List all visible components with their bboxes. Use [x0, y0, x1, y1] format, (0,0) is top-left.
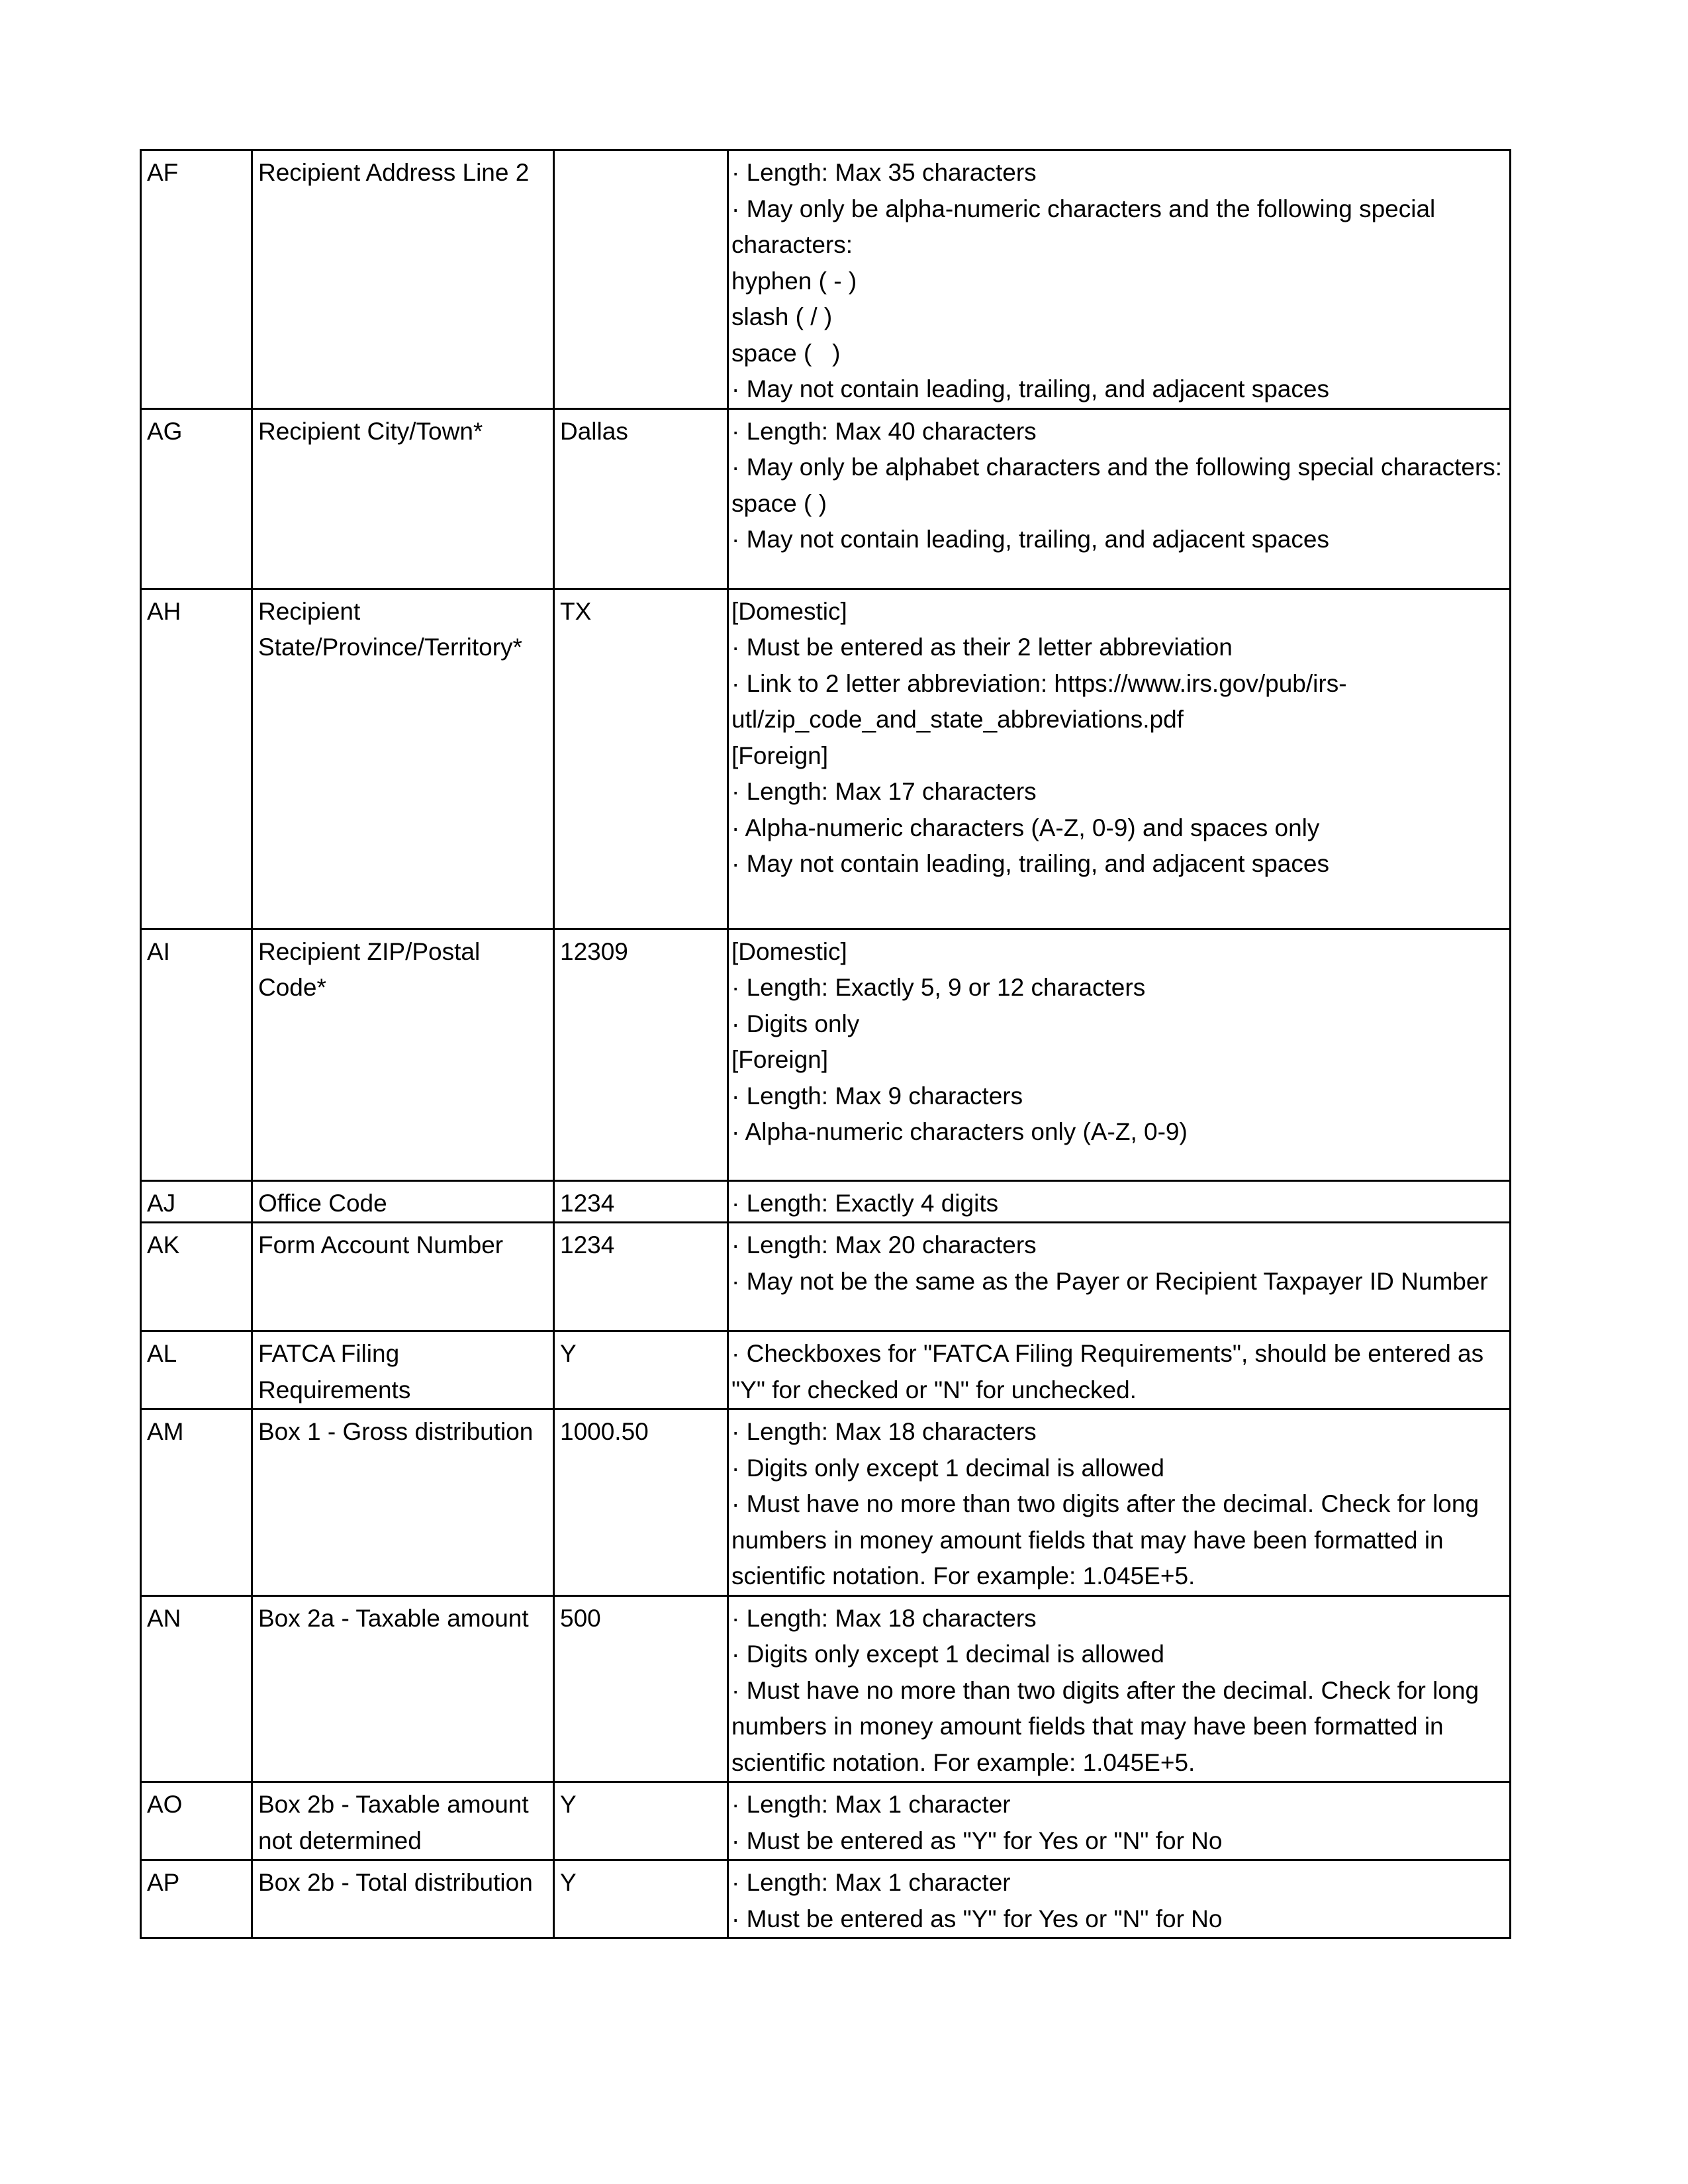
field-name-cell: Box 2b - Total distribution: [252, 1860, 554, 1938]
example-value-cell: 500: [554, 1595, 728, 1782]
table-row: [141, 1782, 1511, 1860]
validation-rules-cell: · Length: Max 1 character · Must be entered as "Y" for Yes or "N" for No: [728, 1782, 1511, 1860]
column-code-cell: AK: [141, 1223, 252, 1331]
column-code-cell: AN: [141, 1595, 252, 1782]
table-row: [141, 150, 1511, 409]
validation-rules-cell: · Length: Max 40 characters · May only be alphabet characters and the following special characters: space ( ) · May not contain leading, trailing, and adjacent spaces: [728, 408, 1511, 589]
validation-rules-cell: · Length: Max 35 characters · May only be alpha-numeric characters and the following special characters: hyphen ( - ) slash ( / ) space ( ) · May not contain leading, trailing, and adjacent spaces: [728, 150, 1511, 409]
field-name-cell: Recipient Address Line 2: [252, 150, 554, 409]
column-code-cell: AI: [141, 929, 252, 1180]
table-row: [141, 1595, 1511, 1782]
field-name-cell: Form Account Number: [252, 1223, 554, 1331]
column-code-cell: AL: [141, 1331, 252, 1409]
example-value-cell: 1234: [554, 1223, 728, 1331]
column-code-cell: AH: [141, 589, 252, 929]
field-spec-table: [140, 149, 1511, 1939]
validation-rules-cell: · Length: Max 18 characters · Digits only except 1 decimal is allowed · Must have no more than two digits after the decimal. Check for long numbers in money amount fields that may have been formatted in scientific notation. For example: 1.045E+5.: [728, 1409, 1511, 1596]
example-value-cell: TX: [554, 589, 728, 929]
table-row: [141, 1223, 1511, 1331]
validation-rules-cell: [Domestic] · Must be entered as their 2 letter abbreviation · Link to 2 letter abbreviation: https://www.irs.gov/pub/irs-utl/zip_code_and_state_abbreviations.pdf [Foreign] · Length: Max 17 characters · Alpha-numeric characters (A-Z, 0-9) and spaces only · May not contain leading, trailing, and adjacent spaces: [728, 589, 1511, 929]
table-row: [141, 929, 1511, 1180]
example-value-cell: 1234: [554, 1180, 728, 1223]
field-name-cell: Box 2b - Taxable amount not determined: [252, 1782, 554, 1860]
table-row: [141, 1409, 1511, 1596]
validation-rules-cell: · Length: Exactly 4 digits: [728, 1180, 1511, 1223]
validation-rules-cell: · Length: Max 1 character · Must be entered as "Y" for Yes or "N" for No: [728, 1860, 1511, 1938]
table-row: [141, 408, 1511, 589]
field-name-cell: Recipient City/Town*: [252, 408, 554, 589]
field-name-cell: Box 2a - Taxable amount: [252, 1595, 554, 1782]
field-name-cell: FATCA Filing Requirements: [252, 1331, 554, 1409]
example-value-cell: Y: [554, 1782, 728, 1860]
validation-rules-cell: [Domestic] · Length: Exactly 5, 9 or 12 characters · Digits only [Foreign] · Length: Max 9 characters · Alpha-numeric characters only (A-Z, 0-9): [728, 929, 1511, 1180]
table-row: [141, 589, 1511, 929]
table-row: [141, 1331, 1511, 1409]
validation-rules-cell: · Checkboxes for "FATCA Filing Requirements", should be entered as "Y" for checked or "N" for unchecked.: [728, 1331, 1511, 1409]
column-code-cell: AF: [141, 150, 252, 409]
example-value-cell: 12309: [554, 929, 728, 1180]
example-value-cell: Y: [554, 1331, 728, 1409]
column-code-cell: AM: [141, 1409, 252, 1596]
validation-rules-cell: · Length: Max 20 characters · May not be the same as the Payer or Recipient Taxpayer ID Number: [728, 1223, 1511, 1331]
column-code-cell: AP: [141, 1860, 252, 1938]
example-value-cell: Y: [554, 1860, 728, 1938]
column-code-cell: AG: [141, 408, 252, 589]
table-row: [141, 1860, 1511, 1938]
field-name-cell: Box 1 - Gross distribution: [252, 1409, 554, 1596]
field-name-cell: Recipient ZIP/Postal Code*: [252, 929, 554, 1180]
column-code-cell: AO: [141, 1782, 252, 1860]
field-name-cell: Office Code: [252, 1180, 554, 1223]
column-code-cell: AJ: [141, 1180, 252, 1223]
example-value-cell: 1000.50: [554, 1409, 728, 1596]
validation-rules-cell: · Length: Max 18 characters · Digits only except 1 decimal is allowed · Must have no more than two digits after the decimal. Check for long numbers in money amount fields that may have been formatted in scientific notation. For example: 1.045E+5.: [728, 1595, 1511, 1782]
table-row: [141, 1180, 1511, 1223]
example-value-cell: [554, 150, 728, 409]
field-name-cell: Recipient State/Province/Territory*: [252, 589, 554, 929]
example-value-cell: Dallas: [554, 408, 728, 589]
